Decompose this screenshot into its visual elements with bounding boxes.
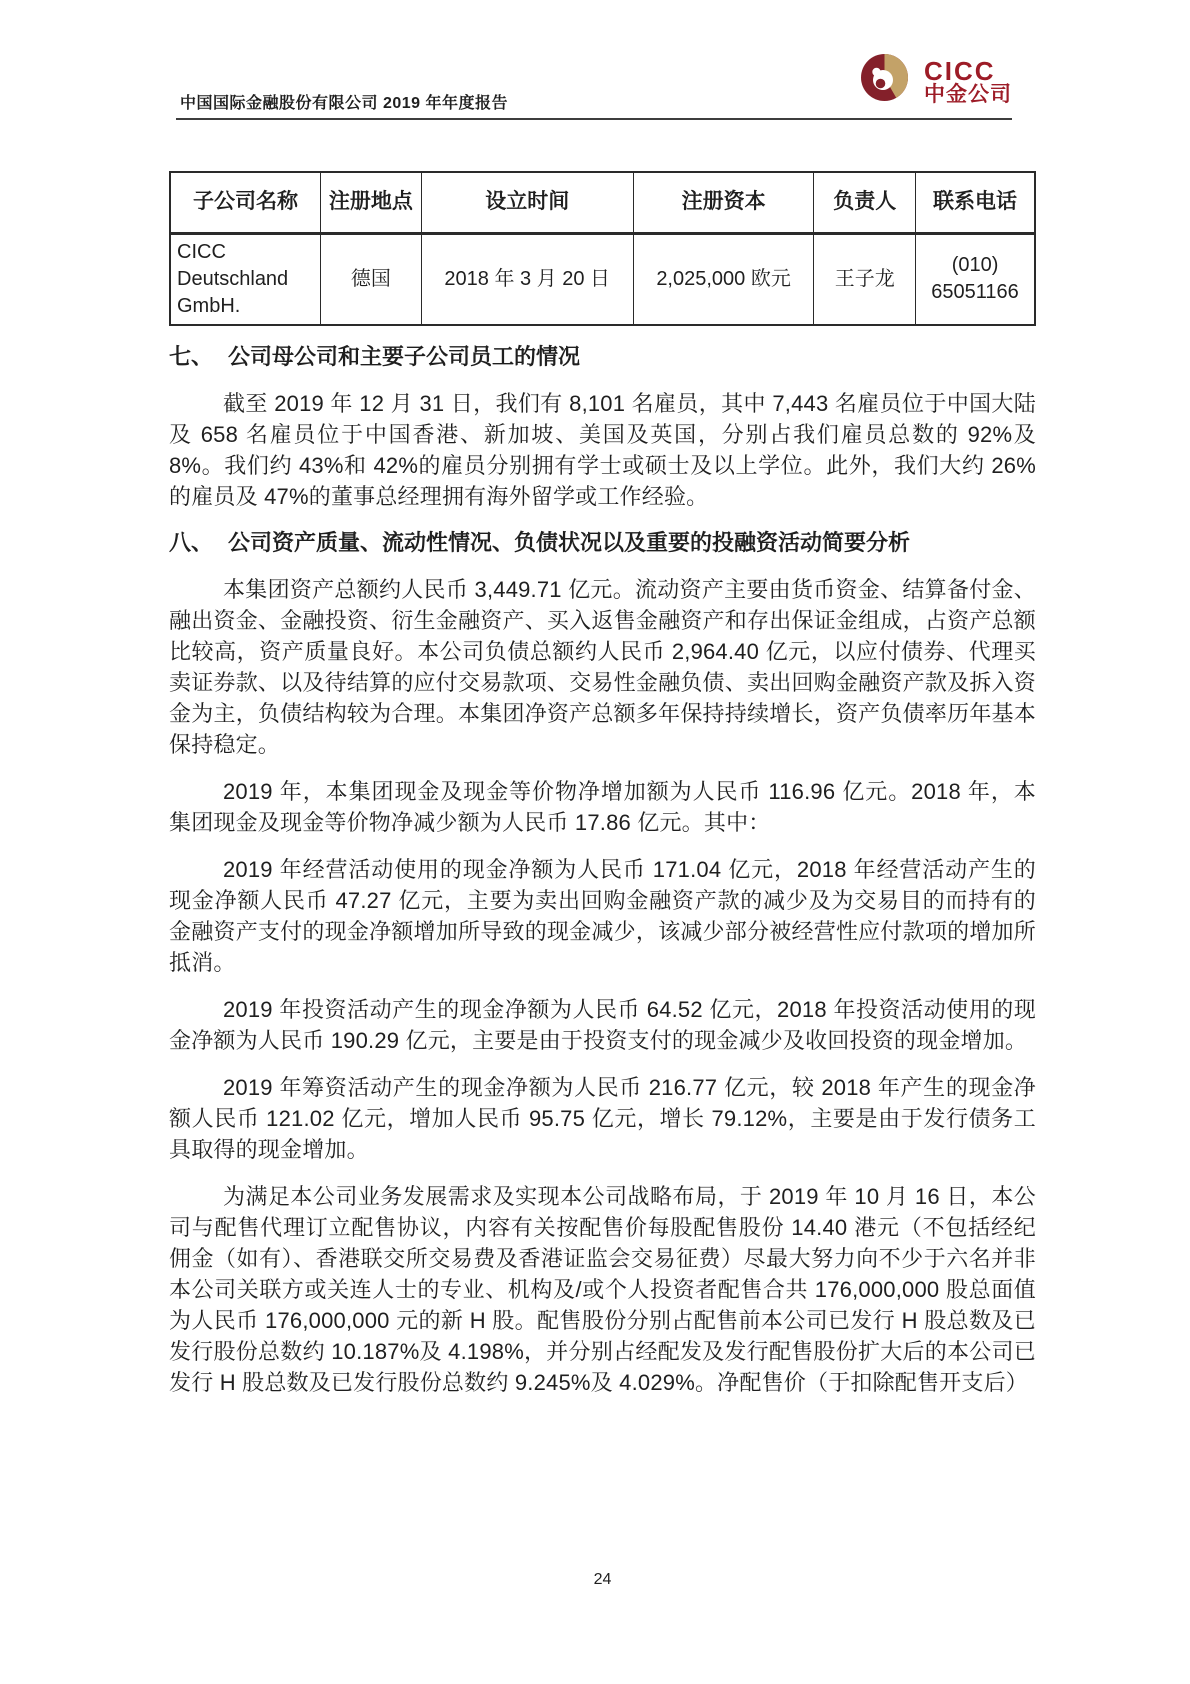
section-number: 七、 <box>169 343 214 369</box>
cell-person-in-charge: 王子龙 <box>814 233 916 325</box>
section-employees-heading <box>169 342 1036 372</box>
section-assets-heading <box>169 528 1036 558</box>
section-title: 公司资产质量、流动性情况、负债状况以及重要的投融资活动简要分析 <box>228 529 911 555</box>
paragraph: 2019 年筹资活动产生的现金净额为人民币 216.77 亿元，较 2018 年产生的现金净额人民币 121.02 亿元，增加人民币 95.75 亿元，增长 79.12%，主要是由于发行债务工具取得的现金增加。 <box>169 1074 1036 1162</box>
paragraph: 2019 年，本集团现金及现金等价物净增加额为人民币 116.96 亿元。2018 年，本集团现金及现金等价物净减少额为人民币 17.86 亿元。其中： <box>169 778 1036 835</box>
page-number: 24 <box>593 1571 612 1588</box>
paragraph: 截至 2019 年 12 月 31 日，我们有 8,101 名雇员，其中 7,443 名雇员位于中国大陆及 658 名雇员位于中国香港、新加坡、美国及英国，分别占我们雇员总数的 92%及 8%。我们约 43%和 42%的雇员分别拥有学士或硕士及以上学位。此外，我们大约 26%的雇员及 47%的董事总经理拥有海外留学或工作经验。 <box>169 390 1036 509</box>
section-number: 八、 <box>169 529 214 555</box>
paragraph: 2019 年经营活动使用的现金净额为人民币 171.04 亿元，2018 年经营活动产生的现金净额人民币 47.27 亿元，主要为卖出回购金融资产款的减少及为交易目的而持有的金融资产支付的现金净额增加所导致的现金减少，该减少部分被经营性应付款项的增加所抵消。 <box>169 856 1036 975</box>
table-header-row <box>170 172 1035 233</box>
cicc-logo-text-cn: 中金公司 <box>924 83 1012 106</box>
section-employees <box>169 342 1036 512</box>
table-row <box>170 233 1035 325</box>
col-header-subsidiary-name: 子公司名称 <box>170 172 321 233</box>
paragraph: 2019 年投资活动产生的现金净额为人民币 64.52 亿元，2018 年投资活动使用的现金净额为人民币 190.29 亿元，主要是由于投资支付的现金减少及收回投资的现金增加。 <box>169 996 1036 1053</box>
col-header-contact-phone: 联系电话 <box>916 172 1035 233</box>
page-content <box>169 0 1036 1398</box>
col-header-person-in-charge: 负责人 <box>814 172 916 233</box>
cell-contact-phone: (010) 65051166 <box>916 233 1035 325</box>
paragraph: 为满足本公司业务发展需求及实现本公司战略布局，于 2019 年 10 月 16 日，本公司与配售代理订立配售协议，内容有关按配售价每股配售股份 14.40 港元（不包括经纪佣金（如有）、香港联交所交易费及香港证监会交易征费）尽最大努力向不少于六名并非本公司关联方或关连人士的专业、机构及/或个人投资者配售合共 176,000,000 股总面值为人民币 176,000,000 元的新 H 股。配售股份分别占配售前本公司已发行 H 股总数及已发行股份总数约 10.187%及 4.198%，并分别占经配发及发行配售股份扩大后的本公司已发行 H 股总数及已发行股份总数约 9.245%及 4.029%。净配售价（于扣除配售开支后） <box>169 1183 1036 1395</box>
cell-establish-date: 2018 年 3 月 20 日 <box>421 233 633 325</box>
col-header-registered-place: 注册地点 <box>321 172 422 233</box>
cell-registered-capital: 2,025,000 欧元 <box>633 233 814 325</box>
cell-registered-place: 德国 <box>321 233 422 325</box>
cicc-logo-text-en: CICC <box>924 56 996 86</box>
col-header-establish-date: 设立时间 <box>421 172 633 233</box>
section-title: 公司母公司和主要子公司员工的情况 <box>228 343 581 369</box>
col-header-registered-capital: 注册资本 <box>633 172 814 233</box>
report-header-title: 中国国际金融股份有限公司 2019 年年度报告 <box>180 95 508 112</box>
paragraph: 本集团资产总额约人民币 3,449.71 亿元。流动资产主要由货币资金、结算备付金、融出资金、金融投资、衍生金融资产、买入返售金融资产和存出保证金组成，占资产总额比较高，资产质量良好。本公司负债总额约人民币 2,964.40 亿元，以应付债券、代理买卖证券款、以及待结算的应付交易款项、交易性金融负债、卖出回购金融资产款及拆入资金为主，负债结构较为合理。本集团净资产总额多年保持持续增长，资产负债率历年基本保持稳定。 <box>169 576 1036 757</box>
section-assets-analysis <box>169 528 1036 1398</box>
cell-subsidiary-name: CICC Deutschland GmbH. <box>170 233 321 325</box>
subsidiary-table <box>169 171 1036 326</box>
